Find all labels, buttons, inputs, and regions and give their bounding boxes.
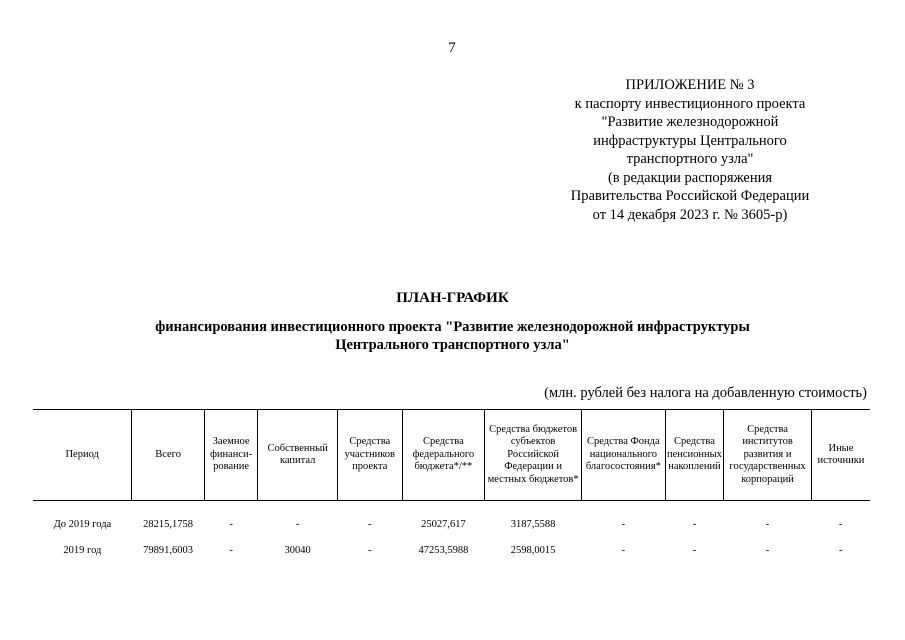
table-cell: -: [621, 518, 626, 530]
appendix-line: от 14 декабря 2023 г. № 3605-р): [592, 206, 788, 223]
table-row: [33, 501, 870, 538]
subtitle-line: Центрального транспортного узла": [335, 337, 570, 353]
column-header: Иные источники: [811, 410, 870, 501]
column-header: Собственный капитал: [258, 410, 338, 501]
table-cell: 30040: [284, 544, 311, 556]
table-cell: -: [692, 518, 697, 530]
table-row: [33, 537, 870, 563]
table-cell: До 2019 года: [53, 518, 112, 530]
page-number: 7: [448, 40, 456, 56]
table-header-row: [33, 410, 870, 501]
table-cell: 2019 год: [63, 544, 102, 556]
column-header: Период: [33, 410, 132, 501]
table-cell: 28215,1758: [143, 518, 194, 530]
column-header: Всего: [132, 410, 205, 501]
financing-schedule-table: [33, 409, 870, 563]
column-header: Средства участников проекта: [338, 410, 403, 501]
appendix-line: "Развитие железнодорожной: [601, 114, 779, 130]
table-cell: -: [765, 518, 770, 530]
appendix-line: транспортного узла": [626, 151, 754, 167]
appendix-line: к паспорту инвестиционного проекта: [574, 95, 806, 112]
column-header: Средства федерального бюджета*/**: [402, 410, 485, 501]
table-cell: 79891,6003: [143, 544, 194, 556]
table-cell: 2598,0015: [510, 544, 556, 556]
column-header: Средства Фонда национального благосостояния*: [582, 410, 666, 501]
table-cell: -: [295, 518, 300, 530]
table-cell: -: [229, 518, 233, 530]
column-header: Средства бюджетов субъектов Российской Федерации и местных бюджетов*: [485, 410, 582, 501]
table-cell: -: [621, 544, 626, 556]
table-cell: -: [229, 544, 233, 556]
appendix-line: Правительства Российской Федерации: [570, 188, 810, 204]
table-cell: -: [838, 544, 843, 556]
table-cell: -: [368, 544, 372, 556]
table-cell: 3187,5588: [510, 518, 556, 530]
table-cell: -: [838, 518, 843, 530]
column-header: Средства институтов развития и государственных корпораций: [724, 410, 812, 501]
document-title: ПЛАН-ГРАФИК: [396, 290, 509, 306]
appendix-line: ПРИЛОЖЕНИЕ № 3: [625, 77, 755, 93]
units-note: (млн. рублей без налога на добавленную стоимость): [544, 385, 867, 401]
table-cell: -: [368, 518, 372, 530]
document-subtitle: [100, 318, 805, 354]
table-cell: -: [692, 544, 697, 556]
table-cell: -: [765, 544, 770, 556]
subtitle-line: финансирования инвестиционного проекта "Развитие железнодорожной инфраструктуры: [155, 319, 750, 335]
column-header: Заемное финанси-рование: [204, 410, 257, 501]
appendix-line: (в редакции распоряжения: [607, 169, 773, 186]
appendix-header: [545, 76, 835, 224]
column-header: Средства пенсионных накоплений: [665, 410, 723, 501]
appendix-line: инфраструктуры Центрального: [593, 132, 787, 149]
table-cell: 47253,5988: [418, 544, 469, 556]
table-cell: 25027,617: [421, 518, 466, 530]
